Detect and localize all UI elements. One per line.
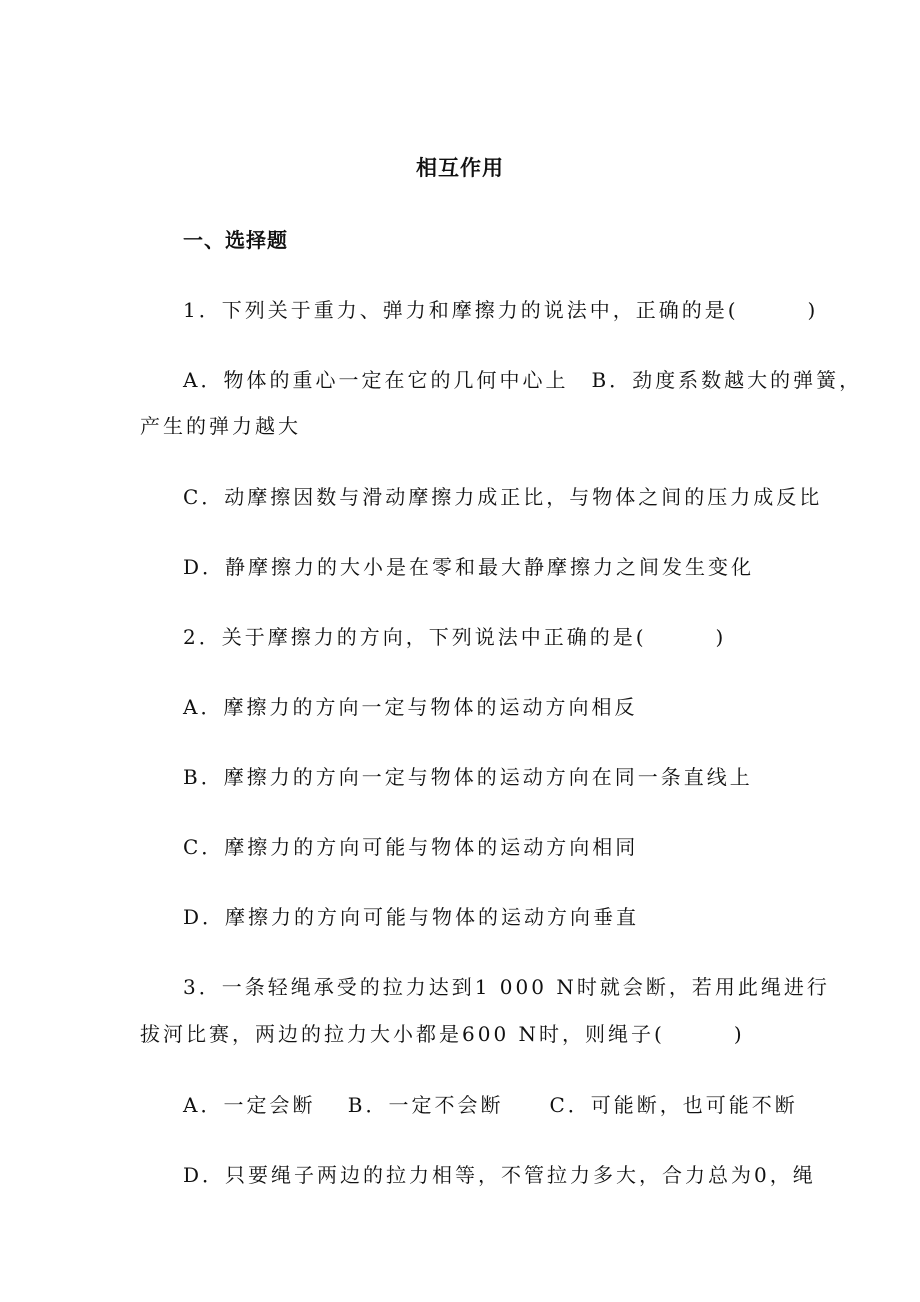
question-2-option-d: D．摩擦力的方向可能与物体的运动方向垂直 [183, 905, 640, 929]
section-heading: 一、选择题 [183, 228, 288, 252]
question-2-option-a: A．摩擦力的方向一定与物体的运动方向相反 [183, 695, 638, 719]
question-3-option-d: D．只要绳子两边的拉力相等，不管拉力多大，合力总为0，绳 [183, 1163, 816, 1187]
question-3-stem-cont: 拔河比赛，两边的拉力大小都是600 N时，则绳子( ) [140, 1022, 745, 1046]
question-3-options-abc: A．一定会断 B．一定不会断 C．可能断，也可能不断 [183, 1093, 798, 1117]
question-1-option-c: C．动摩擦因数与滑动摩擦力成正比，与物体之间的压力成反比 [183, 485, 823, 509]
page-title: 相互作用 [416, 155, 504, 180]
question-2-stem: 2．关于摩擦力的方向，下列说法中正确的是( ) [183, 625, 727, 649]
question-1-stem: 1．下列关于重力、弹力和摩擦力的说法中，正确的是( ) [183, 298, 819, 322]
question-3-stem: 3．一条轻绳承受的拉力达到1 000 N时就会断，若用此绳进行 [183, 975, 830, 999]
question-1-option-d: D．静摩擦力的大小是在零和最大静摩擦力之间发生变化 [183, 555, 755, 579]
question-1-options-ab: A．物体的重心一定在它的几何中心上 B．劲度系数越大的弹簧， [183, 368, 863, 392]
question-2-option-b: B．摩擦力的方向一定与物体的运动方向在同一条直线上 [183, 765, 753, 789]
question-1-option-b-cont: 产生的弹力越大 [140, 414, 301, 438]
question-2-option-c: C．摩擦力的方向可能与物体的运动方向相同 [183, 835, 639, 859]
